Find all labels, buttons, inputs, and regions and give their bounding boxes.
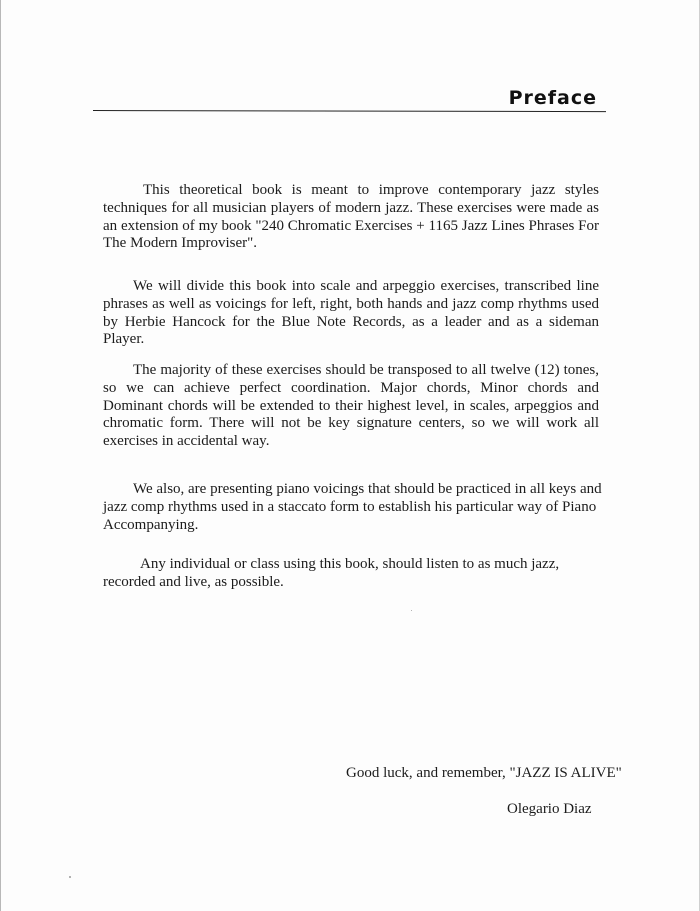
author-signature: Olegario Diaz (507, 801, 592, 817)
scan-speck (411, 610, 412, 611)
heading-rule (93, 110, 606, 112)
paragraph-intro: This theoretical book is meant to improve contemporary jazz styles techniques for all musician players of modern jazz. These exercises were made as an extension of my book "240 Chromatic Exercises + 1165 Jazz Lines Phrases For The Modern Improviser". (103, 182, 599, 252)
paragraph-transposition: The majority of these exercises should be transposed to all twelve (12) tones, so we can achieve perfect coordination. Major chords, Minor chords and Dominant chords will be extended to their highest level, in scales, arpeggios and chromatic form. There will not be key signature centers, so we will work all exercises in accidental way. (103, 362, 599, 450)
scan-speck (69, 876, 71, 878)
paragraph-voicings: We also, are presenting piano voicings that should be practiced in all keys and jazz comp rhythms used in a staccato form to establish his particular way of Piano Accompanying. (103, 481, 602, 533)
paragraph-division: We will divide this book into scale and arpeggio exercises, transcribed line phrases as well as voicings for left, right, both hands and jazz comp rhythms used by Herbie Hancock for the Blue Note Records, as a leader and as a sideman Player. (103, 278, 599, 348)
page-heading: Preface (508, 87, 597, 109)
closing-line: Good luck, and remember, "JAZZ IS ALIVE" (346, 765, 622, 781)
paragraph-listening: Any individual or class using this book, should listen to as much jazz, recorded and live, as possible. (103, 556, 560, 590)
